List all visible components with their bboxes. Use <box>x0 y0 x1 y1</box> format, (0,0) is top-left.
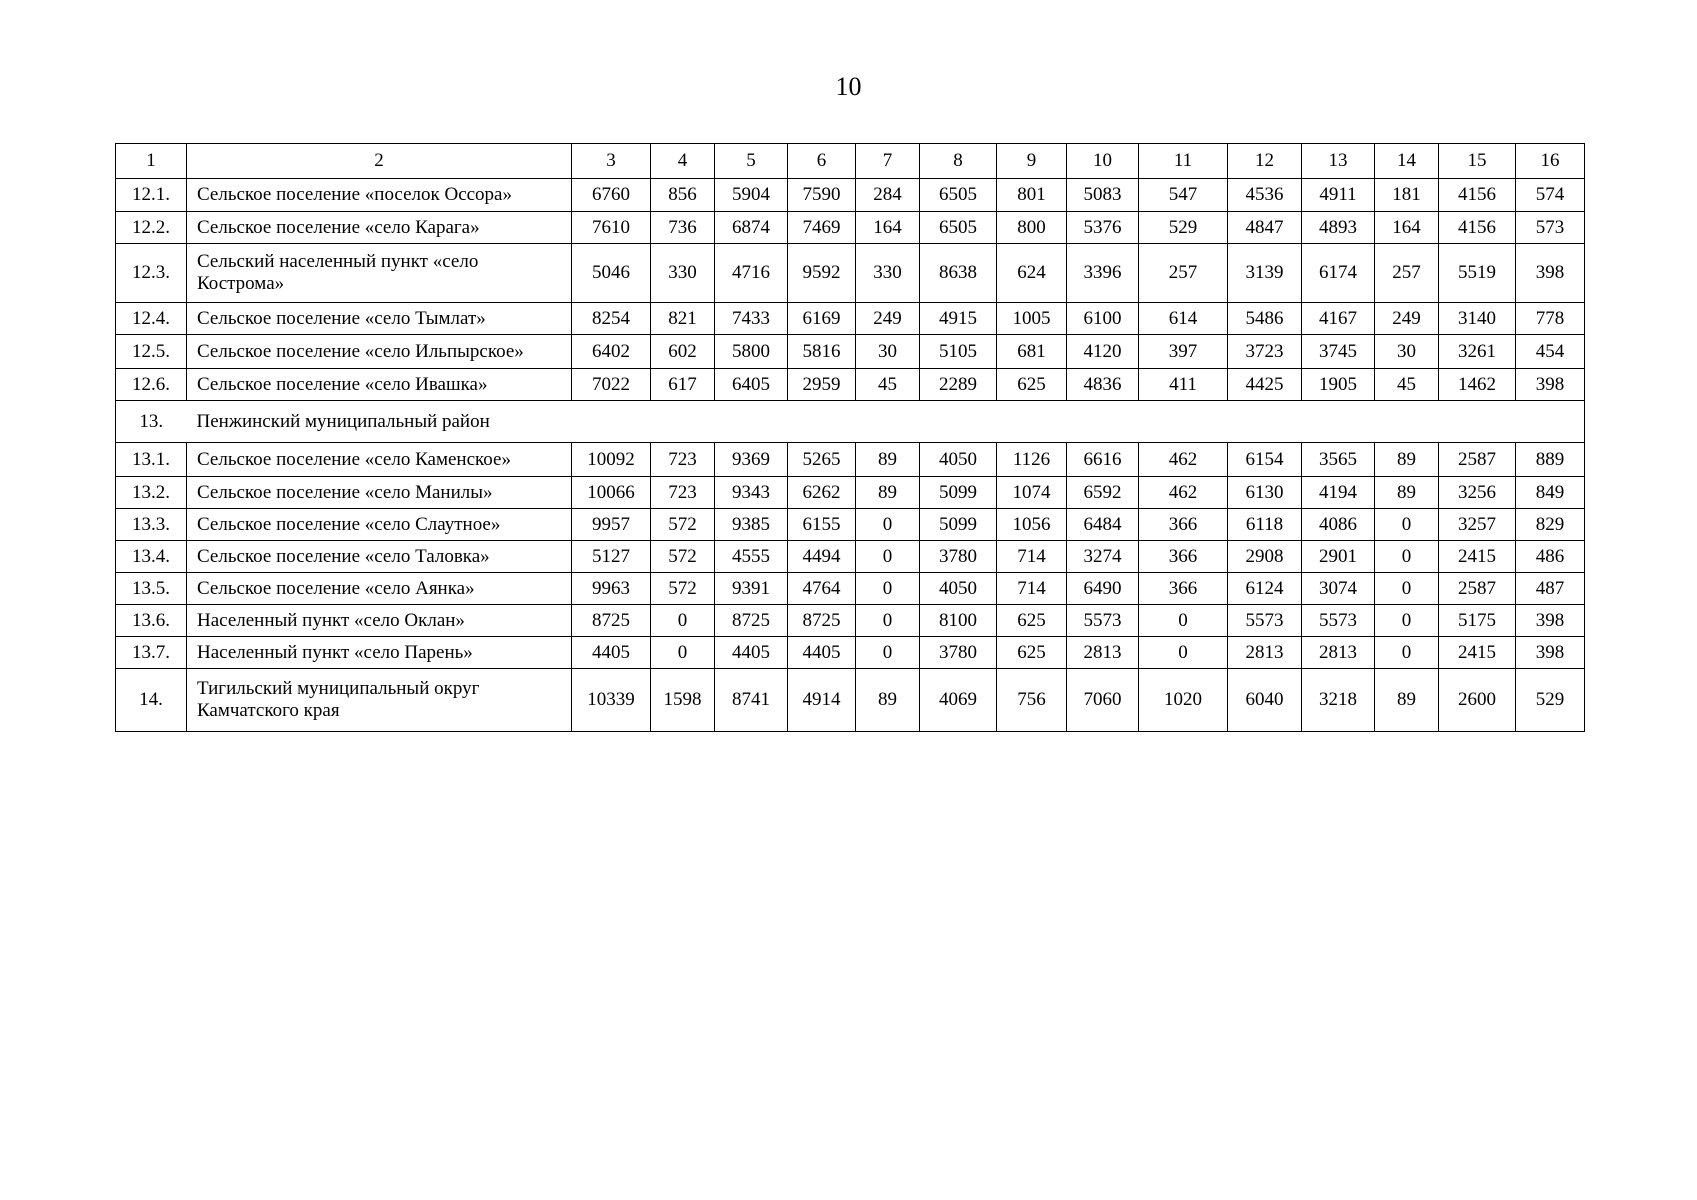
settlement-name: Населенный пункт «село Оклан» <box>187 605 572 637</box>
table-cell: 30 <box>1375 335 1439 369</box>
row-number: 12.2. <box>116 212 187 244</box>
table-cell: 9957 <box>572 509 651 541</box>
table-cell: 0 <box>856 605 920 637</box>
table-cell: 5083 <box>1067 179 1139 212</box>
table-cell: 5519 <box>1439 244 1516 303</box>
table-cell: 0 <box>1375 573 1439 605</box>
table-cell: 8741 <box>715 669 788 732</box>
table-cell: 397 <box>1139 335 1228 369</box>
row-number: 13.5. <box>116 573 187 605</box>
table-row <box>116 335 1585 369</box>
table-cell: 462 <box>1139 477 1228 509</box>
table-cell: 0 <box>856 637 920 669</box>
table-cell: 4915 <box>920 303 997 335</box>
table-cell: 572 <box>651 509 715 541</box>
table-cell: 3139 <box>1228 244 1302 303</box>
table-cell: 6262 <box>788 477 856 509</box>
table-cell: 7433 <box>715 303 788 335</box>
table-cell: 6760 <box>572 179 651 212</box>
data-table <box>115 143 1585 732</box>
table-cell: 249 <box>1375 303 1439 335</box>
table-cell: 4494 <box>788 541 856 573</box>
table-cell: 3780 <box>920 541 997 573</box>
page-number: 10 <box>835 72 862 101</box>
table-cell: 8638 <box>920 244 997 303</box>
table-cell: 462 <box>1139 443 1228 477</box>
table-cell: 398 <box>1516 244 1585 303</box>
table-cell: 1056 <box>997 509 1067 541</box>
table-cell: 1905 <box>1302 369 1375 401</box>
table-cell: 4764 <box>788 573 856 605</box>
settlement-name: Сельское поселение «поселок Оссора» <box>187 179 572 212</box>
header-row <box>116 144 1585 179</box>
table-cell: 4405 <box>715 637 788 669</box>
table-cell: 5265 <box>788 443 856 477</box>
table-cell: 5099 <box>920 477 997 509</box>
table-cell: 829 <box>1516 509 1585 541</box>
table-cell: 2959 <box>788 369 856 401</box>
table-row <box>116 303 1585 335</box>
table-cell: 0 <box>651 605 715 637</box>
table-cell: 0 <box>1375 637 1439 669</box>
table-cell: 714 <box>997 541 1067 573</box>
table-row <box>116 637 1585 669</box>
table-cell: 4120 <box>1067 335 1139 369</box>
table-cell: 9385 <box>715 509 788 541</box>
table-cell: 0 <box>1375 605 1439 637</box>
table-cell: 1462 <box>1439 369 1516 401</box>
table-cell: 8725 <box>715 605 788 637</box>
table-cell: 5573 <box>1067 605 1139 637</box>
table-cell: 366 <box>1139 573 1228 605</box>
settlement-name: Сельское поселение «село Слаутное» <box>187 509 572 541</box>
column-header: 8 <box>920 144 997 179</box>
table-cell: 3140 <box>1439 303 1516 335</box>
settlement-name: Населенный пункт «село Парень» <box>187 637 572 669</box>
table-cell: 2813 <box>1067 637 1139 669</box>
table-cell: 0 <box>1375 509 1439 541</box>
table-cell: 6490 <box>1067 573 1139 605</box>
table-cell: 681 <box>997 335 1067 369</box>
row-number: 13.6. <box>116 605 187 637</box>
table-cell: 624 <box>997 244 1067 303</box>
table-cell: 6484 <box>1067 509 1139 541</box>
table-row <box>116 477 1585 509</box>
section-name: Пенжинский муниципальный район <box>187 401 1585 443</box>
table-cell: 4716 <box>715 244 788 303</box>
table-cell: 9369 <box>715 443 788 477</box>
table-cell: 4069 <box>920 669 997 732</box>
table-cell: 487 <box>1516 573 1585 605</box>
table-cell: 3745 <box>1302 335 1375 369</box>
row-number: 12.6. <box>116 369 187 401</box>
table-cell: 529 <box>1516 669 1585 732</box>
table-cell: 10339 <box>572 669 651 732</box>
table-cell: 0 <box>651 637 715 669</box>
table-cell: 5127 <box>572 541 651 573</box>
table-cell: 529 <box>1139 212 1228 244</box>
table-cell: 5486 <box>1228 303 1302 335</box>
table-cell: 6124 <box>1228 573 1302 605</box>
table-cell: 366 <box>1139 509 1228 541</box>
table-cell: 8254 <box>572 303 651 335</box>
table-cell: 9963 <box>572 573 651 605</box>
table-cell: 257 <box>1139 244 1228 303</box>
table-cell: 366 <box>1139 541 1228 573</box>
table-cell: 5573 <box>1228 605 1302 637</box>
table-cell: 625 <box>997 637 1067 669</box>
table-cell: 89 <box>1375 477 1439 509</box>
table-cell: 4911 <box>1302 179 1375 212</box>
table-cell: 4555 <box>715 541 788 573</box>
settlement-name: Сельское поселение «село Ивашка» <box>187 369 572 401</box>
table-cell: 3780 <box>920 637 997 669</box>
table-cell: 5376 <box>1067 212 1139 244</box>
row-number: 12.1. <box>116 179 187 212</box>
table-cell: 849 <box>1516 477 1585 509</box>
row-number: 13.3. <box>116 509 187 541</box>
table-row <box>116 443 1585 477</box>
table-cell: 5816 <box>788 335 856 369</box>
table-cell: 2813 <box>1302 637 1375 669</box>
table-cell: 6592 <box>1067 477 1139 509</box>
section-row <box>116 401 1585 443</box>
table-cell: 3261 <box>1439 335 1516 369</box>
table-cell: 5046 <box>572 244 651 303</box>
table-cell: 3074 <box>1302 573 1375 605</box>
table-row <box>116 509 1585 541</box>
column-header: 7 <box>856 144 920 179</box>
table-cell: 2587 <box>1439 443 1516 477</box>
table-cell: 0 <box>856 573 920 605</box>
settlement-name: Тигильский муниципальный округ Камчатского края <box>187 669 572 732</box>
column-header: 3 <box>572 144 651 179</box>
table-cell: 4167 <box>1302 303 1375 335</box>
table-cell: 486 <box>1516 541 1585 573</box>
table-cell: 5904 <box>715 179 788 212</box>
row-number: 13.4. <box>116 541 187 573</box>
table-cell: 45 <box>1375 369 1439 401</box>
table-cell: 5800 <box>715 335 788 369</box>
settlement-name: Сельский населенный пункт «село Кострома» <box>187 244 572 303</box>
table-cell: 2813 <box>1228 637 1302 669</box>
column-header: 13 <box>1302 144 1375 179</box>
table-row <box>116 369 1585 401</box>
section-number: 13. <box>116 401 187 443</box>
table-cell: 2901 <box>1302 541 1375 573</box>
table-cell: 3256 <box>1439 477 1516 509</box>
table-cell: 3396 <box>1067 244 1139 303</box>
table-row <box>116 212 1585 244</box>
table-cell: 4914 <box>788 669 856 732</box>
table-cell: 7610 <box>572 212 651 244</box>
table-cell: 6155 <box>788 509 856 541</box>
table-cell: 164 <box>856 212 920 244</box>
table-cell: 2289 <box>920 369 997 401</box>
table-cell: 5099 <box>920 509 997 541</box>
table-row <box>116 669 1585 732</box>
table-cell: 1126 <box>997 443 1067 477</box>
table-cell: 3257 <box>1439 509 1516 541</box>
table-cell: 2600 <box>1439 669 1516 732</box>
table-cell: 1074 <box>997 477 1067 509</box>
table-cell: 856 <box>651 179 715 212</box>
row-number: 12.5. <box>116 335 187 369</box>
table-cell: 330 <box>651 244 715 303</box>
table-cell: 45 <box>856 369 920 401</box>
table-cell: 6130 <box>1228 477 1302 509</box>
settlement-name: Сельское поселение «село Манилы» <box>187 477 572 509</box>
table-cell: 7022 <box>572 369 651 401</box>
table-cell: 3274 <box>1067 541 1139 573</box>
table-cell: 889 <box>1516 443 1585 477</box>
table-cell: 756 <box>997 669 1067 732</box>
table-cell: 723 <box>651 443 715 477</box>
table-cell: 6154 <box>1228 443 1302 477</box>
table-cell: 723 <box>651 477 715 509</box>
table-cell: 398 <box>1516 637 1585 669</box>
table-cell: 617 <box>651 369 715 401</box>
table-cell: 572 <box>651 541 715 573</box>
table-cell: 4156 <box>1439 179 1516 212</box>
table-cell: 284 <box>856 179 920 212</box>
row-number: 13.7. <box>116 637 187 669</box>
table-cell: 5175 <box>1439 605 1516 637</box>
column-header: 5 <box>715 144 788 179</box>
table-cell: 2415 <box>1439 637 1516 669</box>
table-cell: 6100 <box>1067 303 1139 335</box>
table-cell: 778 <box>1516 303 1585 335</box>
column-header: 4 <box>651 144 715 179</box>
table-cell: 602 <box>651 335 715 369</box>
table-cell: 6169 <box>788 303 856 335</box>
table-cell: 4405 <box>572 637 651 669</box>
table-cell: 821 <box>651 303 715 335</box>
table-cell: 2587 <box>1439 573 1516 605</box>
table-cell: 1005 <box>997 303 1067 335</box>
table-cell: 4847 <box>1228 212 1302 244</box>
table-cell: 411 <box>1139 369 1228 401</box>
settlement-name: Сельское поселение «село Тымлат» <box>187 303 572 335</box>
table-cell: 7590 <box>788 179 856 212</box>
table-cell: 3565 <box>1302 443 1375 477</box>
table-cell: 573 <box>1516 212 1585 244</box>
table-cell: 6405 <box>715 369 788 401</box>
table-cell: 10066 <box>572 477 651 509</box>
table-cell: 4893 <box>1302 212 1375 244</box>
settlement-name: Сельское поселение «село Ильпырское» <box>187 335 572 369</box>
table-cell: 8100 <box>920 605 997 637</box>
table-cell: 181 <box>1375 179 1439 212</box>
row-number: 12.4. <box>116 303 187 335</box>
column-header: 14 <box>1375 144 1439 179</box>
table-cell: 0 <box>1139 605 1228 637</box>
column-header: 12 <box>1228 144 1302 179</box>
table-cell: 625 <box>997 369 1067 401</box>
settlement-name: Сельское поселение «село Карага» <box>187 212 572 244</box>
table-cell: 625 <box>997 605 1067 637</box>
row-number: 14. <box>116 669 187 732</box>
table-cell: 89 <box>856 669 920 732</box>
table-cell: 6118 <box>1228 509 1302 541</box>
table-cell: 89 <box>856 477 920 509</box>
row-number: 12.3. <box>116 244 187 303</box>
column-header: 15 <box>1439 144 1516 179</box>
column-header: 10 <box>1067 144 1139 179</box>
table-cell: 4836 <box>1067 369 1139 401</box>
table-cell: 572 <box>651 573 715 605</box>
settlement-name: Сельское поселение «село Таловка» <box>187 541 572 573</box>
table-cell: 4086 <box>1302 509 1375 541</box>
table-cell: 3723 <box>1228 335 1302 369</box>
table-cell: 454 <box>1516 335 1585 369</box>
column-header: 11 <box>1139 144 1228 179</box>
settlement-name: Сельское поселение «село Каменское» <box>187 443 572 477</box>
table-row <box>116 244 1585 303</box>
table-cell: 714 <box>997 573 1067 605</box>
table-cell: 6505 <box>920 212 997 244</box>
table-cell: 30 <box>856 335 920 369</box>
table-cell: 398 <box>1516 605 1585 637</box>
row-number: 13.2. <box>116 477 187 509</box>
column-header: 9 <box>997 144 1067 179</box>
table-cell: 7060 <box>1067 669 1139 732</box>
table-cell: 5105 <box>920 335 997 369</box>
table-cell: 3218 <box>1302 669 1375 732</box>
table-cell: 2908 <box>1228 541 1302 573</box>
table-cell: 0 <box>1375 541 1439 573</box>
table-cell: 6616 <box>1067 443 1139 477</box>
table-cell: 801 <box>997 179 1067 212</box>
table-cell: 4156 <box>1439 212 1516 244</box>
column-header: 2 <box>187 144 572 179</box>
table-cell: 9391 <box>715 573 788 605</box>
table-cell: 0 <box>856 509 920 541</box>
table-row <box>116 541 1585 573</box>
table-cell: 89 <box>1375 443 1439 477</box>
table-cell: 6874 <box>715 212 788 244</box>
table-cell: 4405 <box>788 637 856 669</box>
column-header: 6 <box>788 144 856 179</box>
table-cell: 330 <box>856 244 920 303</box>
table-cell: 8725 <box>788 605 856 637</box>
table-cell: 9592 <box>788 244 856 303</box>
table-cell: 257 <box>1375 244 1439 303</box>
table-cell: 7469 <box>788 212 856 244</box>
table-cell: 1020 <box>1139 669 1228 732</box>
table-cell: 614 <box>1139 303 1228 335</box>
settlement-name: Сельское поселение «село Аянка» <box>187 573 572 605</box>
table-cell: 10092 <box>572 443 651 477</box>
table-cell: 4425 <box>1228 369 1302 401</box>
column-header: 1 <box>116 144 187 179</box>
table-cell: 9343 <box>715 477 788 509</box>
table-cell: 4050 <box>920 443 997 477</box>
table-cell: 547 <box>1139 179 1228 212</box>
table-cell: 5573 <box>1302 605 1375 637</box>
table-cell: 8725 <box>572 605 651 637</box>
column-header: 16 <box>1516 144 1585 179</box>
table-cell: 6174 <box>1302 244 1375 303</box>
table-row <box>116 605 1585 637</box>
table-cell: 398 <box>1516 369 1585 401</box>
table-cell: 4050 <box>920 573 997 605</box>
table-cell: 736 <box>651 212 715 244</box>
table-row <box>116 573 1585 605</box>
table-cell: 2415 <box>1439 541 1516 573</box>
table-cell: 6040 <box>1228 669 1302 732</box>
table-cell: 1598 <box>651 669 715 732</box>
table-cell: 249 <box>856 303 920 335</box>
row-number: 13.1. <box>116 443 187 477</box>
table-cell: 574 <box>1516 179 1585 212</box>
table-cell: 0 <box>856 541 920 573</box>
table-cell: 89 <box>856 443 920 477</box>
table-cell: 164 <box>1375 212 1439 244</box>
table-cell: 4194 <box>1302 477 1375 509</box>
table-cell: 6505 <box>920 179 997 212</box>
table-cell: 89 <box>1375 669 1439 732</box>
table-row <box>116 179 1585 212</box>
table-cell: 0 <box>1139 637 1228 669</box>
table-cell: 800 <box>997 212 1067 244</box>
table-cell: 6402 <box>572 335 651 369</box>
table-cell: 4536 <box>1228 179 1302 212</box>
